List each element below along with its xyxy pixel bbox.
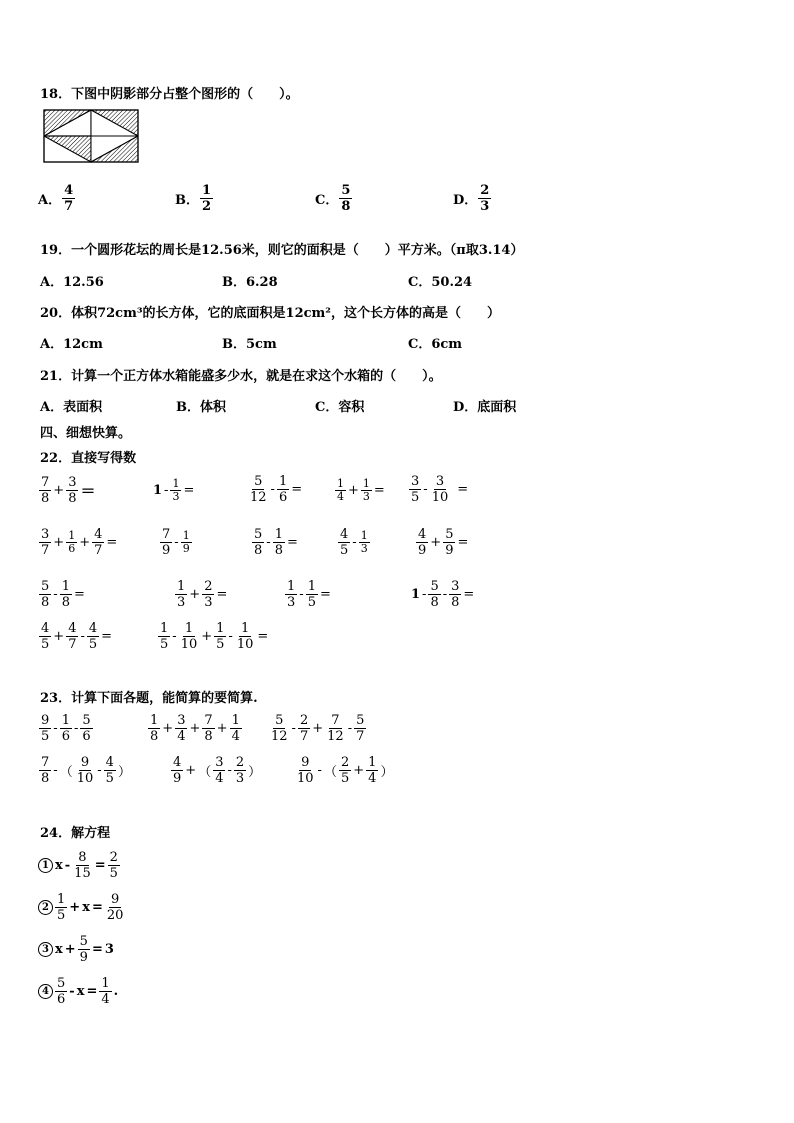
shaded-figure	[43, 109, 141, 165]
q22-item-11[interactable]: $\frac{5}{8}$ - $\frac{1}{8}$ =	[41, 579, 85, 610]
equation-3[interactable]: 3 x + $\frac{5}{9}$ = 3	[38, 934, 115, 965]
q22-item-13[interactable]: $\frac{1}{3}$ - $\frac{1}{5}$ =	[287, 579, 331, 610]
q21-option-b[interactable]: B．体积	[176, 400, 226, 415]
q22-item-4[interactable]: $\frac{1}{4}$ + $\frac{1}{3}$ =	[337, 477, 385, 503]
fraction: $\frac{5}{8}$	[341, 183, 351, 214]
q19-option-b[interactable]: B．6.28	[222, 275, 278, 290]
question-23-title: 23．计算下面各题，能简算的要简算.	[40, 691, 258, 706]
q19-option-a[interactable]: A．12.56	[40, 275, 104, 290]
q23-item-4[interactable]: $\frac{7}{8}$ - （ $\frac{9}{10}$ - $\frac{4}{5}$ ）	[41, 755, 131, 786]
question-19-title: 19．一个圆形花坛的周长是12.56米，则它的面积是（ ）平方米。（π取3.14）	[40, 243, 524, 258]
q23-item-2[interactable]: $\frac{1}{8}$ + $\frac{3}{4}$ + $\frac{7}{8}$ + $\frac{1}{4}$	[150, 713, 240, 744]
q19-option-c[interactable]: C．50.24	[408, 275, 473, 290]
q23-item-3[interactable]: $\frac{5}{12}$ - $\frac{2}{7}$ + $\frac{7}{12}$ - $\frac{5}{7}$	[271, 713, 365, 744]
q23-item-1[interactable]: $\frac{9}{5}$ - $\frac{1}{6}$ - $\frac{5}{6}$	[41, 713, 91, 744]
q22-item-16[interactable]: $\frac{1}{5}$ - $\frac{1}{10}$ + $\frac{1}{5}$ - $\frac{1}{10}$ =	[160, 621, 269, 652]
q22-item-5[interactable]: $\frac{3}{5}$ - $\frac{3}{10}$ =	[411, 474, 469, 505]
question-22-title: 22．直接写得数	[40, 451, 137, 466]
fraction: $\frac{2}{3}$	[480, 183, 490, 214]
circled-number-1: 1	[38, 858, 53, 873]
question-24-title: 24．解方程	[40, 826, 111, 841]
equation-4[interactable]: 4 $\frac{5}{6}$ - x = $\frac{1}{4}$ .	[38, 976, 119, 1007]
q20-option-a[interactable]: A．12cm	[40, 337, 103, 352]
question-21-title: 21．计算一个正方体水箱能盛多少水，就是在求这个水箱的（ ）。	[40, 369, 442, 384]
q20-option-b[interactable]: B．5cm	[222, 337, 277, 352]
q22-item-2[interactable]: 1 - $\frac{1}{3}$ =	[153, 477, 195, 503]
q22-item-7[interactable]: $\frac{7}{9}$ - $\frac{1}{9}$	[162, 527, 190, 558]
circled-number-2: 2	[38, 900, 53, 915]
question-18-title: 18．下图中阴影部分占整个图形的（ ）。	[40, 87, 299, 102]
equation-1[interactable]: 1 x - $\frac{8}{15}$ = $\frac{2}{5}$	[38, 850, 121, 881]
q20-option-c[interactable]: C．6cm	[408, 337, 463, 352]
q23-item-5[interactable]: $\frac{4}{9}$ + （ $\frac{3}{4}$ - $\frac{2}{3}$ ）	[173, 755, 262, 786]
circled-number-3: 3	[38, 942, 53, 957]
q18-option-a[interactable]: A． $\frac{4}{7}$	[38, 183, 74, 214]
q21-option-d[interactable]: D．底面积	[453, 400, 517, 415]
question-20-title: 20．体积72cm³的长方体，它的底面积是12cm²，这个长方体的高是（ ）	[40, 306, 501, 321]
q21-option-a[interactable]: A．表面积	[40, 400, 103, 415]
q18-option-c[interactable]: C． $\frac{5}{8}$	[315, 183, 351, 214]
q21-option-c[interactable]: C．容积	[315, 400, 365, 415]
q22-item-3[interactable]: $\frac{5}{12}$ - $\frac{1}{6}$ =	[250, 474, 303, 505]
q23-item-6[interactable]: $\frac{9}{10}$ - （ $\frac{2}{5}$ + $\frac{1}{4}$ ）	[297, 755, 394, 786]
q22-item-14[interactable]: 1 - $\frac{5}{8}$ - $\frac{3}{8}$ =	[411, 579, 475, 610]
q22-item-15[interactable]: $\frac{4}{5}$ + $\frac{4}{7}$ - $\frac{4}{5}$ =	[41, 621, 113, 652]
q22-item-1[interactable]: $\frac{7}{8}$ + $\frac{3}{8}$ ＝	[41, 475, 96, 506]
equation-2[interactable]: 2 $\frac{1}{5}$ + x = $\frac{9}{20}$	[38, 892, 126, 923]
q22-item-9[interactable]: $\frac{4}{5}$ - $\frac{1}{3}$	[340, 527, 368, 558]
q18-option-d[interactable]: D． $\frac{2}{3}$	[453, 183, 490, 214]
fraction: $\frac{1}{2}$	[202, 183, 212, 214]
section-4-heading: 四、细想快算。	[40, 426, 132, 441]
circled-number-4: 4	[38, 984, 53, 999]
q22-item-12[interactable]: $\frac{1}{3}$ + $\frac{2}{3}$ =	[177, 579, 228, 610]
q22-item-6[interactable]: $\frac{3}{7}$ + $\frac{1}{6}$ + $\frac{4}{7}$ =	[41, 527, 118, 558]
q22-item-10[interactable]: $\frac{4}{9}$ + $\frac{5}{9}$ =	[418, 527, 469, 558]
q18-option-b[interactable]: B． $\frac{1}{2}$	[175, 183, 212, 214]
fraction: $\frac{4}{7}$	[64, 183, 74, 214]
q22-item-8[interactable]: $\frac{5}{8}$ - $\frac{1}{8}$ =	[254, 527, 298, 558]
